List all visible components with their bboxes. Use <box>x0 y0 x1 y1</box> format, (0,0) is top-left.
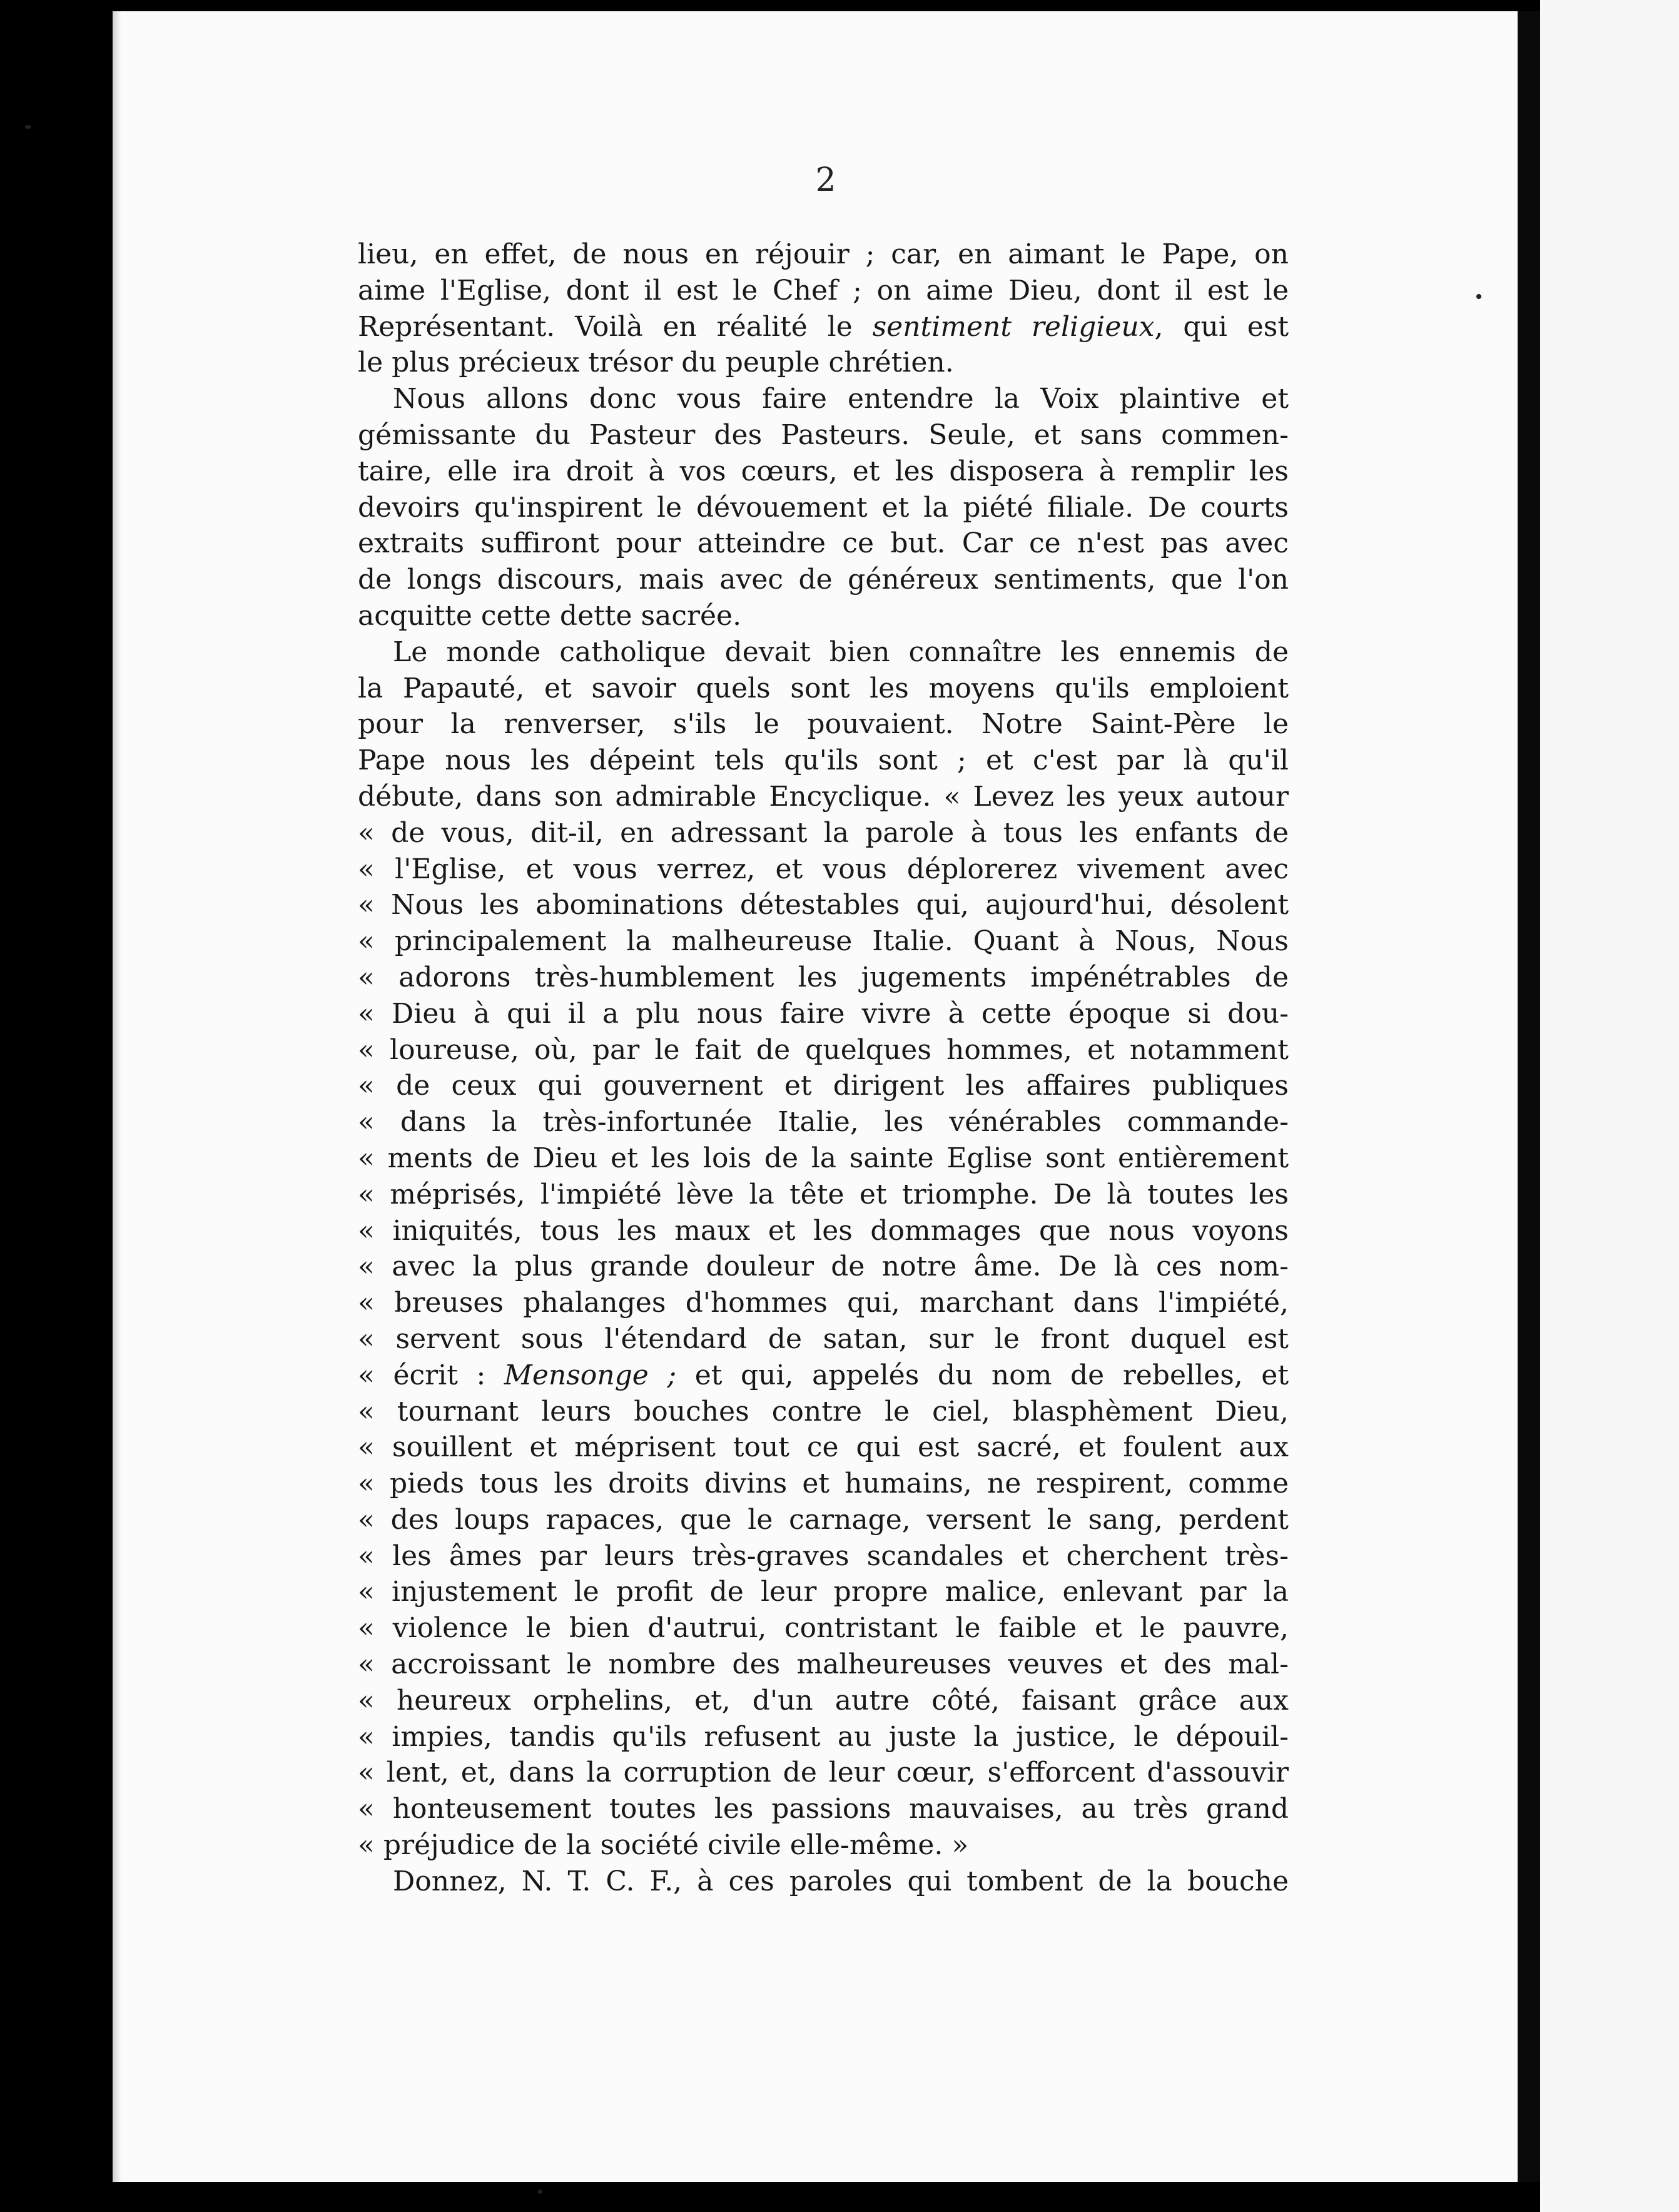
text-line-content: « méprisés, l'impiété lève la tête et triomphe. De là toutes les <box>358 1178 1289 1210</box>
text-line-content: la Papauté, et savoir quels sont les moyens qu'ils emploient <box>358 672 1289 704</box>
text-line <box>358 381 1289 417</box>
text-line <box>358 815 1289 851</box>
text-line <box>358 671 1289 707</box>
text-line-content: pour la renverser, s'ils le pouvaient. Notre Saint-Père le <box>358 708 1289 741</box>
text-line-content: « principalement la malheureuse Italie. Quant à Nous, Nous <box>358 925 1289 958</box>
text-line-content: de longs discours, mais avec de généreux sentiments, que l'on <box>358 564 1289 596</box>
text-line-content: « Nous les abominations détestables qui, aujourd'hui, désolent <box>358 889 1289 921</box>
text-line <box>358 1646 1289 1683</box>
text-line <box>358 1177 1289 1213</box>
text-line-content: « écrit : <box>358 1359 504 1391</box>
text-line <box>358 562 1289 598</box>
text-line-content: « souillent et méprisent tout ce qui est sacré, et foulent aux <box>358 1431 1289 1464</box>
text-line-content: Donnez, N. T. C. F., à ces paroles qui tombent de la bouche <box>393 1865 1289 1897</box>
text-line <box>358 706 1289 743</box>
text-line-content: « accroissant le nombre des malheureuses veuves et des mal- <box>358 1648 1289 1681</box>
page-edge-shadow <box>113 11 121 2182</box>
text-line-content: « iniquités, tous les maux et les dommages que nous voyons <box>358 1214 1289 1247</box>
text-line <box>358 1791 1289 1827</box>
text-line <box>358 1104 1289 1140</box>
text-line-content: « breuses phalanges d'hommes qui, marchant dans l'impiété, <box>358 1287 1289 1319</box>
italic-phrase: sentiment religieux <box>872 310 1155 343</box>
page-number: 2 <box>815 161 836 199</box>
text-line <box>358 273 1289 309</box>
text-line-content: « Dieu à qui il a plu nous faire vivre à cette époque si dou- <box>358 997 1289 1030</box>
text-line <box>358 851 1289 888</box>
text-line <box>358 1864 1289 1900</box>
text-line-content: « les âmes par leurs très-graves scandales et cherchent très- <box>358 1540 1289 1572</box>
text-line <box>358 1321 1289 1357</box>
text-line-content: « servent sous l'étendard de satan, sur le front duquel est <box>358 1322 1289 1355</box>
text-line <box>358 1068 1289 1104</box>
text-line <box>358 743 1289 779</box>
text-line-content: « lent, et, dans la corruption de leur cœur, s'efforcent d'assouvir <box>358 1757 1289 1789</box>
text-line-content: « dans la très-infortunée Italie, les vénérables commande- <box>358 1106 1289 1139</box>
text-line-content: Le monde catholique devait bien connaître les ennemis de <box>393 636 1289 668</box>
text-line <box>358 525 1289 562</box>
text-line-tail: et qui, appelés du nom de rebelles, et <box>676 1359 1289 1391</box>
text-line <box>358 1357 1289 1394</box>
text-line-content: devoirs qu'inspirent le dévouement et la piété filiale. De courts <box>358 491 1289 524</box>
text-line-content: « pieds tous les droits divins et humains, ne respirent, comme <box>358 1468 1289 1500</box>
text-line-content: « loureuse, où, par le fait de quelques hommes, et notamment <box>358 1033 1289 1066</box>
text-line-content: acquitte cette dette sacrée. <box>358 599 742 632</box>
text-line <box>358 1502 1289 1538</box>
text-line-content: « heureux orphelins, et, d'un autre côté, faisant grâce aux <box>358 1684 1289 1717</box>
text-line-content: taire, elle ira droit à vos cœurs, et les disposera à remplir les <box>358 455 1289 487</box>
text-line-content: « tournant leurs bouches contre le ciel, blasphèment Dieu, <box>358 1395 1289 1428</box>
italic-phrase: Mensonge ; <box>504 1359 677 1391</box>
facing-page-edge <box>1540 0 1679 2212</box>
text-line-content: « avec la plus grande douleur de notre âme. De là ces nom- <box>358 1251 1289 1283</box>
text-line <box>358 490 1289 526</box>
text-line <box>358 1719 1289 1755</box>
text-line <box>358 960 1289 996</box>
text-line-content: « de ceux qui gouvernent et dirigent les affaires publiques <box>358 1070 1289 1102</box>
text-line-content: « de vous, dit-il, en adressant la parole à tous les enfants de <box>358 816 1289 849</box>
text-line <box>358 1394 1289 1430</box>
text-line-content: « honteusement toutes les passions mauvaises, au très grand <box>358 1793 1289 1825</box>
text-line-content: « impies, tandis qu'ils refusent au juste la justice, le dépouil- <box>358 1720 1289 1753</box>
text-line <box>358 1827 1289 1864</box>
text-line-content: « des loups rapaces, que le carnage, versent le sang, perdent <box>358 1503 1289 1536</box>
text-line-content: Nous allons donc vous faire entendre la Voix plaintive et <box>393 383 1289 415</box>
text-line-content: « l'Eglise, et vous verrez, et vous déplorerez vivement avec <box>358 853 1289 885</box>
text-line-content: gémissante du Pasteur des Pasteurs. Seule, et sans commen- <box>358 419 1289 451</box>
text-line <box>358 417 1289 454</box>
text-line-content: Pape nous les dépeint tels qu'ils sont ; et c'est par là qu'il <box>358 744 1289 777</box>
page-gutter-rule <box>1518 11 1540 2182</box>
text-line <box>358 1683 1289 1719</box>
text-line <box>358 1466 1289 1502</box>
text-line-content: « adorons très-humblement les jugements impénétrables de <box>358 961 1289 993</box>
text-line-content: débute, dans son admirable Encyclique. « Levez les yeux autour <box>358 780 1289 813</box>
text-line <box>358 923 1289 960</box>
text-line-content: lieu, en effet, de nous en réjouir ; car, en aimant le Pape, on <box>358 238 1289 270</box>
text-line <box>358 598 1289 634</box>
text-line-content: « injustement le profit de leur propre malice, enlevant par la <box>358 1576 1289 1608</box>
text-line <box>358 1249 1289 1285</box>
text-line <box>358 1032 1289 1068</box>
text-line <box>358 1285 1289 1321</box>
text-line-tail: , qui est <box>1154 310 1289 343</box>
text-line <box>358 236 1289 273</box>
scan-speck <box>25 125 31 129</box>
text-line-content: le plus précieux trésor du peuple chrétien. <box>358 347 954 379</box>
text-line <box>358 309 1289 345</box>
text-line <box>358 1755 1289 1791</box>
text-line-content: aime l'Eglise, dont il est le Chef ; on aime Dieu, dont il est le <box>358 274 1289 307</box>
text-line <box>358 1574 1289 1610</box>
text-line-content: Représentant. Voilà en réalité le <box>358 310 873 343</box>
text-line <box>358 779 1289 815</box>
text-line <box>358 1213 1289 1249</box>
text-line <box>358 1538 1289 1575</box>
scan-speck <box>538 2189 542 2194</box>
text-line-content: extraits suffiront pour atteindre ce but. Car ce n'est pas avec <box>358 527 1289 560</box>
text-line <box>358 1610 1289 1646</box>
body-text <box>358 236 1289 1900</box>
text-line-content: « ments de Dieu et les lois de la sainte Eglise sont entièrement <box>358 1142 1289 1174</box>
text-line <box>358 1429 1289 1466</box>
text-line <box>358 345 1289 381</box>
scan-speck <box>1476 294 1481 299</box>
text-line <box>358 887 1289 923</box>
text-line <box>358 454 1289 490</box>
text-line <box>358 1140 1289 1177</box>
text-line-content: « violence le bien d'autrui, contristant le faible et le pauvre, <box>358 1612 1289 1645</box>
text-line <box>358 634 1289 671</box>
text-line-content: « préjudice de la société civile elle-même. » <box>358 1829 969 1862</box>
text-line <box>358 996 1289 1032</box>
